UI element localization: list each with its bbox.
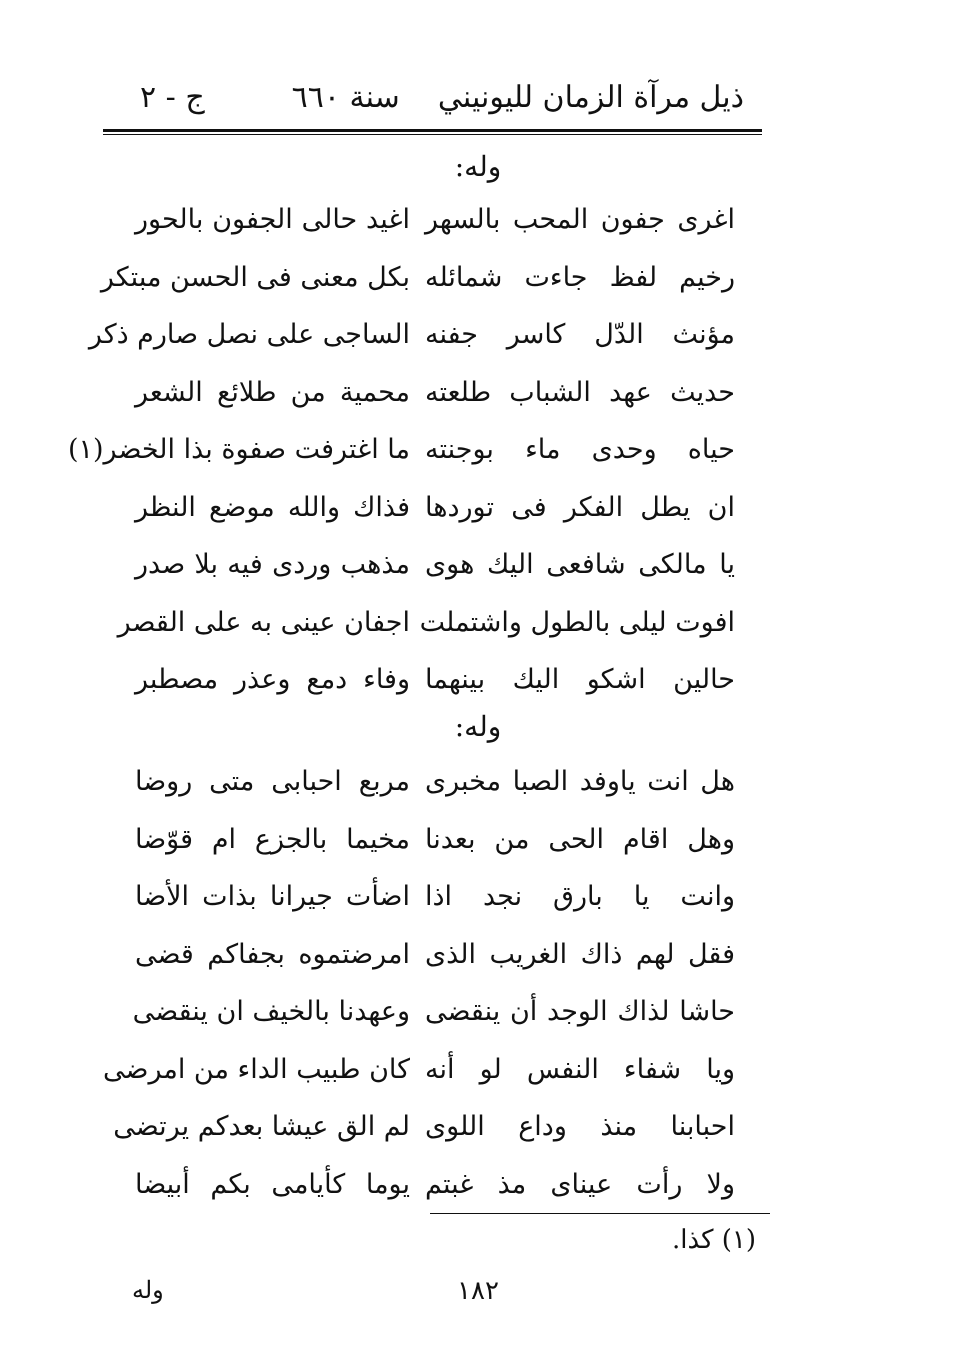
verse-line (135, 488, 735, 528)
section-heading: وله: (454, 710, 502, 743)
page-number: ١٨٢ (457, 1276, 499, 1306)
first-hemistich: ان يطل الفكر فى توردها (425, 492, 735, 523)
second-hemistich: ما اغترفت صفوة بذا الخضر(١) (67, 434, 410, 465)
first-hemistich: افوت ليلى بالطول واشتملت (419, 607, 735, 638)
verse-line (135, 762, 735, 802)
verse-line (135, 935, 735, 975)
verse-line (88, 315, 735, 355)
first-hemistich: وهل اقام الحى من بعدنا (425, 824, 735, 855)
second-hemistich: يوما كأيامى بكم أبيضا (135, 1169, 410, 1200)
verse-line (103, 1050, 735, 1090)
second-hemistich: مخيما بالجزع ام قوّضا (135, 824, 410, 855)
first-hemistich: مؤنث الدّل كاسر جفنه (425, 319, 735, 350)
first-hemistich: وانت يا بارق نجد اذا (425, 881, 735, 912)
second-hemistich: وعهدنا بالخيف ان ينقضى (132, 996, 410, 1027)
verse-line (135, 200, 735, 240)
second-hemistich: لم الق عيشا بعدكم يرتضى (113, 1111, 410, 1142)
catchword: وله (132, 1276, 164, 1304)
verse-line (113, 1107, 735, 1147)
first-hemistich: فقل لهم ذاك الغريب الذى (425, 939, 735, 970)
second-hemistich: مربع احبابى متى روضا (135, 766, 410, 797)
first-hemistich: احبابنا منذ وداع اللوى (425, 1111, 735, 1142)
second-hemistich: محمية من طلائع الشعر (135, 377, 410, 408)
verse-line (135, 820, 735, 860)
verse-line (132, 992, 735, 1032)
verse-line (135, 373, 735, 413)
first-hemistich: هل انت ياوفد الصبا مخبرى (425, 766, 735, 797)
first-hemistich: ويا شفاء النفس لو أنه (425, 1054, 735, 1085)
verse-line (135, 545, 735, 585)
verse-line (117, 603, 735, 643)
first-hemistich: حاشا لذاك الوجد أن ينقضى (425, 996, 735, 1027)
verse-line (135, 660, 735, 700)
running-header (292, 80, 744, 115)
first-hemistich: يا مالكى شافعى اليك هوى (425, 549, 735, 580)
first-hemistich: اغرى جفون المحب بالسهر (425, 204, 735, 235)
second-hemistich: اغيد حالى الجفون بالحور (135, 204, 410, 235)
second-hemistich: بكل معنى فى الحسن مبتكر (100, 262, 410, 293)
header-rule-thin (103, 134, 762, 135)
section-heading: وله: (454, 150, 502, 183)
first-hemistich: حالين اشكو اليك بينهما (425, 664, 735, 695)
second-hemistich: اجفان عينى به على القصر (117, 607, 410, 638)
verse-line (135, 877, 735, 917)
second-hemistich: امرضتموه بجفاكم قضى (135, 939, 410, 970)
second-hemistich: الساجى على نصل صارم ذكر (88, 319, 410, 350)
first-hemistich: رخيم لفظ جاءت شمائله (425, 262, 735, 293)
first-hemistich: حديث عهد الشباب طلعته (425, 377, 735, 408)
second-hemistich: فذاك والله موضع النظر (135, 492, 410, 523)
verse-line (135, 1165, 735, 1205)
header-rule (103, 129, 762, 132)
footnote-rule (430, 1213, 770, 1214)
verse-line (100, 258, 735, 298)
header-year: سنة ٦٦٠ (291, 80, 400, 115)
header-title: ذيل مرآة الزمان لليونيني (437, 80, 744, 115)
footnote: (١) كذا. (671, 1225, 756, 1255)
second-hemistich: كان طبيب الداء من امرضى (103, 1054, 410, 1085)
second-hemistich: اضأت جيرانا بذات الأضا (135, 881, 410, 912)
header-volume: ج - ٢ (140, 80, 205, 115)
second-hemistich: وفاء دمع وعذر مصطبر (135, 664, 410, 695)
first-hemistich: حياه وحدى ماء بوجنته (425, 434, 735, 465)
second-hemistich: مذهب وردى فيه بلا صدر (135, 549, 410, 580)
verse-line (67, 430, 735, 470)
first-hemistich: ولا رأت عيناى مذ غبتم (425, 1169, 735, 1200)
